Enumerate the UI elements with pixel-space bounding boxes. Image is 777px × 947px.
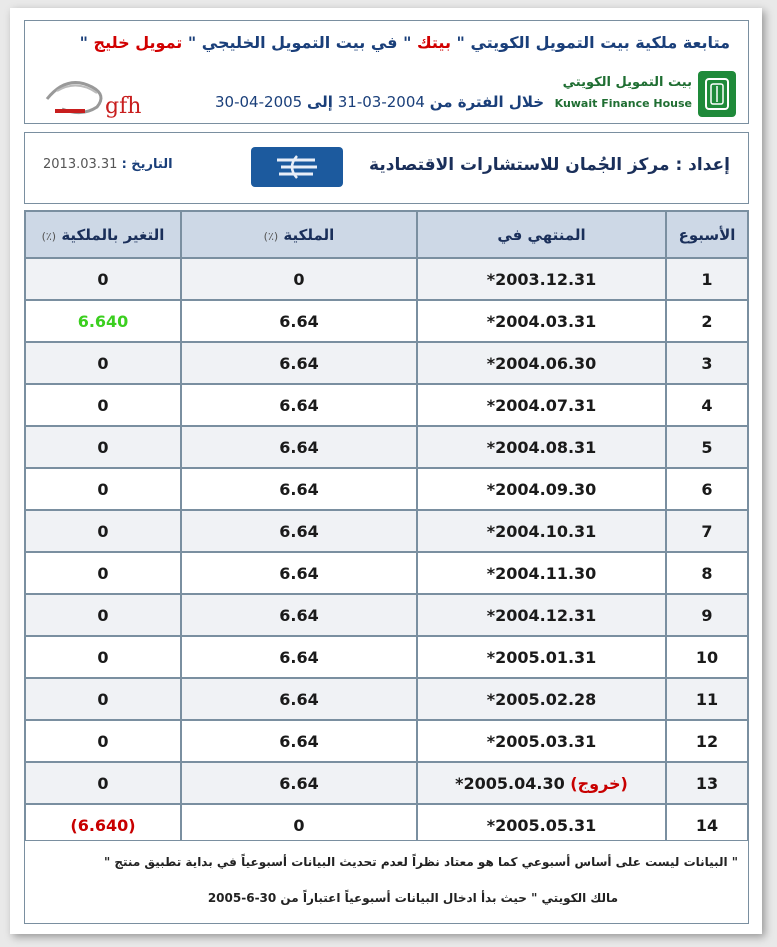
ownership-table — [24, 210, 749, 847]
kfh-emblem-icon — [698, 71, 736, 117]
table-row: 11 2005.02.28* 6.64 0 — [25, 678, 748, 720]
table-row: 6 2004.09.30* 6.64 0 — [25, 468, 748, 510]
table-row: 12 2005.03.31* 6.64 0 — [25, 720, 748, 762]
table-row: 10 2005.01.31* 6.64 0 — [25, 636, 748, 678]
prepared-by: إعداد : مركز الجُمان للاستشارات الاقتصادية — [369, 155, 730, 175]
prepared-by-bar — [24, 132, 749, 204]
gfh-logo — [37, 69, 187, 121]
table-row: 4 2004.07.31* 6.64 0 — [25, 384, 748, 426]
table-row: 2 2004.03.31* 6.64 6.640 — [25, 300, 748, 342]
kfh-name-en: Kuwait Finance House — [554, 97, 692, 110]
period-from: 2004-03-31 — [337, 93, 425, 111]
footnote — [24, 840, 749, 924]
table-row: 14 2005.05.31* 0 (6.640) — [25, 804, 748, 846]
change-negative: (6.640) — [25, 804, 181, 846]
table-row: 5 2004.08.31* 6.64 0 — [25, 426, 748, 468]
report-title: متابعة ملكية بيت التمويل الكويتي " بيتك " في بيت التمويل الخليجي " تمويل خليج " — [79, 33, 730, 52]
col-ownership: الملكية (٪) — [181, 211, 417, 258]
kfh-logo — [554, 71, 736, 119]
footnote-line-2: مالك الكويتي " حيث بدأ ادخال البيانات أسبوعياً اعتباراً من 30-6-2005 — [207, 891, 618, 905]
table-header-row — [25, 211, 748, 258]
aljuman-logo-icon — [251, 147, 343, 187]
org-name: مركز الجُمان للاستشارات الاقتصادية — [369, 155, 670, 175]
period-to: 2005-04-30 — [215, 93, 303, 111]
table-row: 3 2004.06.30* 6.64 0 — [25, 342, 748, 384]
title-kfh-short: بيتك — [417, 33, 451, 52]
footnote-line-1: " البيانات ليست على أساس أسبوعي كما هو معتاد نظراً لعدم تحديث البيانات أسبوعياً في بداية تطبيق منتج " — [103, 855, 738, 869]
exit-label: (خروج) — [570, 773, 628, 793]
title-gfh-short: تمويل خليج — [93, 33, 183, 52]
table-row: 13 (خروج) 2005.04.30* 6.64 0 — [25, 762, 748, 804]
report-page — [10, 8, 762, 934]
change-positive: 6.640 — [25, 300, 181, 342]
col-week: الأسبوع — [666, 211, 748, 258]
table-row: 9 2004.12.31* 6.64 0 — [25, 594, 748, 636]
report-header — [24, 20, 749, 124]
kfh-name-ar: بيت التمويل الكويتي — [562, 75, 692, 90]
table-row: 8 2004.11.30* 6.64 0 — [25, 552, 748, 594]
col-ending: المنتهي في — [417, 211, 666, 258]
period-range: خلال الفترة من 2004-03-31 إلى 2005-04-30 — [215, 93, 545, 111]
col-change: التغير بالملكية (٪) — [25, 211, 181, 258]
report-date: التاريخ : 2013.03.31 — [43, 157, 173, 172]
exit-date-cell: (خروج) 2005.04.30* — [417, 762, 666, 804]
table-row: 7 2004.10.31* 6.64 0 — [25, 510, 748, 552]
svg-text:gfh: gfh — [105, 94, 142, 119]
table-row: 1 2003.12.31* 0 0 — [25, 258, 748, 300]
